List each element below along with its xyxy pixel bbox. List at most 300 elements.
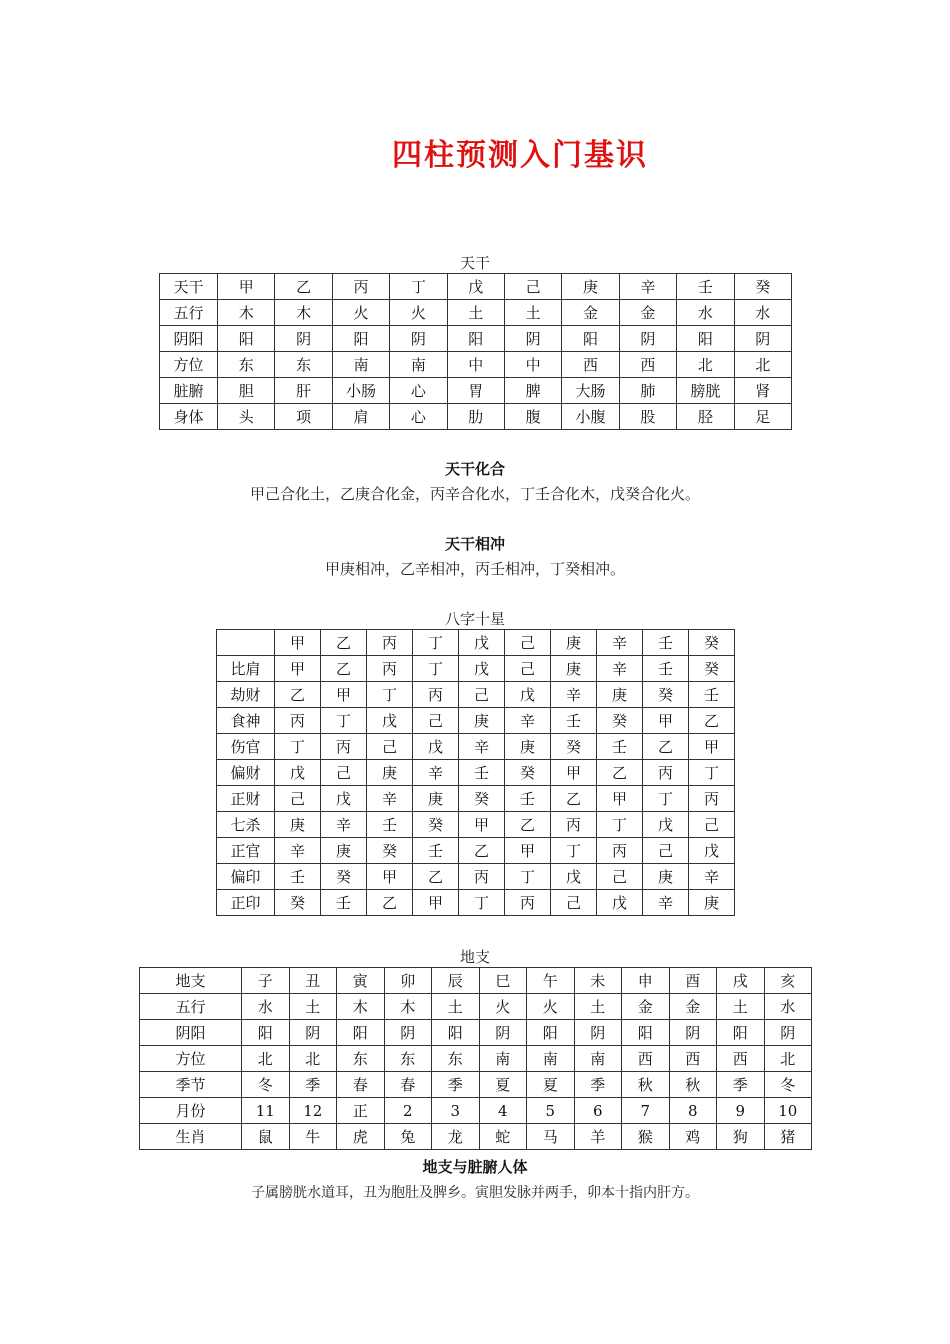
table-cell: 丙 <box>551 812 597 838</box>
table-cell: 肋 <box>447 404 504 430</box>
table-cell: 戊 <box>505 682 551 708</box>
table-cell: 阳 <box>717 1020 765 1046</box>
table-cell: 辰 <box>432 968 480 994</box>
table-cell: 己 <box>643 838 689 864</box>
table-cell: 南 <box>479 1046 527 1072</box>
table-cell: 阳 <box>447 326 504 352</box>
table-cell: 癸 <box>551 734 597 760</box>
table-cell: 阳 <box>562 326 619 352</box>
table-cell: 辛 <box>643 890 689 916</box>
table-cell: 辛 <box>619 274 676 300</box>
table-cell: 项 <box>275 404 332 430</box>
table-cell: 心 <box>390 404 447 430</box>
table-cell: 己 <box>504 274 561 300</box>
table-cell: 秋 <box>622 1072 670 1098</box>
table-cell: 庚 <box>551 656 597 682</box>
table-cell: 南 <box>390 352 447 378</box>
table-cell: 春 <box>337 1072 385 1098</box>
table-cell: 未 <box>574 968 622 994</box>
table-row <box>217 708 735 734</box>
table-cell: 乙 <box>413 864 459 890</box>
table-cell: 丙 <box>367 630 413 656</box>
table-cell: 己 <box>275 786 321 812</box>
row-header-cell: 方位 <box>140 1046 242 1072</box>
table-cell: 阳 <box>432 1020 480 1046</box>
table-cell: 甲 <box>459 812 505 838</box>
table-cell: 丁 <box>275 734 321 760</box>
table-cell: 3 <box>432 1098 480 1124</box>
table-cell: 丁 <box>643 786 689 812</box>
table-cell: 猴 <box>622 1124 670 1150</box>
table-cell: 戊 <box>459 656 505 682</box>
table-cell: 庚 <box>643 864 689 890</box>
table-cell: 正 <box>337 1098 385 1124</box>
table-row <box>217 812 735 838</box>
table-cell: 壬 <box>367 812 413 838</box>
table-cell: 龙 <box>432 1124 480 1150</box>
dizhi-caption: 地支 <box>459 948 490 966</box>
table-cell: 季 <box>289 1072 337 1098</box>
table-cell: 戊 <box>643 812 689 838</box>
table-cell: 土 <box>504 300 561 326</box>
table-cell: 丙 <box>459 864 505 890</box>
table-cell: 木 <box>337 994 385 1020</box>
table-cell: 10 <box>764 1098 812 1124</box>
table-cell: 土 <box>432 994 480 1020</box>
table-cell: 土 <box>447 300 504 326</box>
table-cell: 丙 <box>643 760 689 786</box>
table-cell: 壬 <box>413 838 459 864</box>
table-cell: 丑 <box>289 968 337 994</box>
table-cell: 火 <box>479 994 527 1020</box>
table-cell: 西 <box>622 1046 670 1072</box>
row-header-cell: 季节 <box>140 1072 242 1098</box>
table-cell: 甲 <box>275 656 321 682</box>
table-cell: 阴 <box>289 1020 337 1046</box>
table-cell: 亥 <box>764 968 812 994</box>
table-cell: 辛 <box>597 656 643 682</box>
table-cell: 东 <box>275 352 332 378</box>
table-cell: 土 <box>574 994 622 1020</box>
row-header-cell: 正财 <box>217 786 275 812</box>
table-cell: 壬 <box>643 656 689 682</box>
table-cell: 辛 <box>367 786 413 812</box>
table-cell: 戊 <box>275 760 321 786</box>
table-cell: 羊 <box>574 1124 622 1150</box>
table-cell: 春 <box>384 1072 432 1098</box>
table-cell: 辛 <box>689 864 735 890</box>
table-cell: 2 <box>384 1098 432 1124</box>
table-row <box>217 630 735 656</box>
table-cell: 庚 <box>459 708 505 734</box>
table-cell: 丁 <box>413 656 459 682</box>
table-cell: 己 <box>597 864 643 890</box>
row-header-cell: 劫财 <box>217 682 275 708</box>
table-cell: 中 <box>447 352 504 378</box>
table-cell: 4 <box>479 1098 527 1124</box>
row-header-cell: 方位 <box>160 352 218 378</box>
table-cell: 冬 <box>764 1072 812 1098</box>
table-cell: 酉 <box>669 968 717 994</box>
table-cell: 水 <box>677 300 734 326</box>
table-cell: 季 <box>574 1072 622 1098</box>
table-cell: 辛 <box>459 734 505 760</box>
row-header-cell: 阴阳 <box>160 326 218 352</box>
table-cell: 辛 <box>551 682 597 708</box>
table-cell: 北 <box>764 1046 812 1072</box>
table-cell: 金 <box>562 300 619 326</box>
table-cell: 癸 <box>643 682 689 708</box>
table-cell: 乙 <box>689 708 735 734</box>
table-row <box>140 1020 812 1046</box>
row-header-cell: 地支 <box>140 968 242 994</box>
table-cell: 西 <box>669 1046 717 1072</box>
table-cell: 甲 <box>689 734 735 760</box>
table-cell: 甲 <box>643 708 689 734</box>
table-cell: 癸 <box>734 274 791 300</box>
table-cell: 戊 <box>413 734 459 760</box>
table-cell: 甲 <box>413 890 459 916</box>
table-cell: 己 <box>505 630 551 656</box>
table-cell: 丁 <box>597 812 643 838</box>
table-row <box>217 656 735 682</box>
table-cell: 丁 <box>321 708 367 734</box>
row-header-cell: 食神 <box>217 708 275 734</box>
table-cell: 丙 <box>597 838 643 864</box>
table-cell: 戊 <box>597 890 643 916</box>
table-cell: 水 <box>734 300 791 326</box>
table-cell: 庚 <box>597 682 643 708</box>
table-cell: 庚 <box>275 812 321 838</box>
table-cell: 胫 <box>677 404 734 430</box>
table-cell: 甲 <box>597 786 643 812</box>
table-cell: 阳 <box>622 1020 670 1046</box>
tiangan-caption: 天干 <box>459 254 490 272</box>
table-cell: 甲 <box>275 630 321 656</box>
table-cell: 丁 <box>413 630 459 656</box>
table-cell: 阴 <box>275 326 332 352</box>
table-cell: 头 <box>218 404 275 430</box>
table-cell: 丁 <box>505 864 551 890</box>
table-cell: 甲 <box>321 682 367 708</box>
table-cell: 癸 <box>689 630 735 656</box>
tiangan-table <box>159 273 792 430</box>
table-cell: 丁 <box>689 760 735 786</box>
table-cell: 壬 <box>275 864 321 890</box>
table-row <box>140 994 812 1020</box>
table-cell: 夏 <box>527 1072 575 1098</box>
table-cell: 辛 <box>413 760 459 786</box>
table-cell: 壬 <box>597 734 643 760</box>
table-cell: 阳 <box>332 326 389 352</box>
table-cell: 阴 <box>384 1020 432 1046</box>
table-cell: 东 <box>432 1046 480 1072</box>
row-header-cell: 月份 <box>140 1098 242 1124</box>
table-cell: 乙 <box>643 734 689 760</box>
table-row <box>217 760 735 786</box>
table-cell: 阴 <box>619 326 676 352</box>
table-cell: 秋 <box>669 1072 717 1098</box>
row-header-cell: 五行 <box>160 300 218 326</box>
table-row <box>160 300 792 326</box>
tiangan-xiangchong-text: 甲庚相冲，乙辛相冲，丙壬相冲，丁癸相冲。 <box>324 560 625 578</box>
table-cell: 阴 <box>669 1020 717 1046</box>
table-cell: 水 <box>764 994 812 1020</box>
table-cell: 己 <box>459 682 505 708</box>
table-cell: 庚 <box>505 734 551 760</box>
table-cell: 猪 <box>764 1124 812 1150</box>
table-cell: 西 <box>562 352 619 378</box>
table-cell: 小肠 <box>332 378 389 404</box>
table-cell: 寅 <box>337 968 385 994</box>
table-cell: 癸 <box>275 890 321 916</box>
table-cell: 乙 <box>321 630 367 656</box>
table-cell: 丙 <box>367 656 413 682</box>
table-cell: 肩 <box>332 404 389 430</box>
table-cell: 鸡 <box>669 1124 717 1150</box>
table-cell: 丙 <box>505 890 551 916</box>
table-cell: 阴 <box>734 326 791 352</box>
table-cell: 庚 <box>367 760 413 786</box>
table-cell: 辛 <box>597 630 643 656</box>
table-row <box>217 682 735 708</box>
table-cell: 甲 <box>367 864 413 890</box>
table-cell: 火 <box>390 300 447 326</box>
table-cell: 蛇 <box>479 1124 527 1150</box>
table-cell: 脾 <box>504 378 561 404</box>
table-cell: 辛 <box>321 812 367 838</box>
table-cell: 丁 <box>459 890 505 916</box>
table-cell: 兔 <box>384 1124 432 1150</box>
table-cell: 阴 <box>479 1020 527 1046</box>
table-cell: 西 <box>619 352 676 378</box>
table-row <box>160 274 792 300</box>
table-cell: 巳 <box>479 968 527 994</box>
table-cell: 甲 <box>218 274 275 300</box>
table-cell: 戊 <box>459 630 505 656</box>
table-row <box>140 1072 812 1098</box>
table-row <box>160 326 792 352</box>
table-row <box>217 890 735 916</box>
table-cell: 肝 <box>275 378 332 404</box>
table-cell: 金 <box>669 994 717 1020</box>
table-cell: 阳 <box>677 326 734 352</box>
table-cell: 中 <box>504 352 561 378</box>
table-cell: 庚 <box>562 274 619 300</box>
table-cell: 丁 <box>551 838 597 864</box>
table-cell: 甲 <box>551 760 597 786</box>
table-cell: 癸 <box>505 760 551 786</box>
table-cell: 戊 <box>447 274 504 300</box>
table-cell: 丁 <box>367 682 413 708</box>
table-cell: 马 <box>527 1124 575 1150</box>
table-cell: 乙 <box>459 838 505 864</box>
table-cell: 西 <box>717 1046 765 1072</box>
table-cell: 膀胱 <box>677 378 734 404</box>
table-cell: 胆 <box>218 378 275 404</box>
dizhi-zangfu-text: 子属膀胱水道耳，丑为胞肚及脾乡。寅胆发脉并两手，卯本十指内肝方。 <box>251 1185 699 1201</box>
dizhi-table <box>139 967 812 1150</box>
table-cell: 壬 <box>551 708 597 734</box>
table-cell: 土 <box>717 994 765 1020</box>
table-row <box>160 404 792 430</box>
table-cell: 己 <box>689 812 735 838</box>
table-cell: 乙 <box>597 760 643 786</box>
table-cell: 癸 <box>321 864 367 890</box>
tiangan-hehua-text: 甲己合化土，乙庚合化金，丙辛合化水，丁壬合化木，戊癸合化火。 <box>249 485 700 503</box>
tiangan-hehua-heading: 天干化合 <box>444 460 505 478</box>
table-cell: 夏 <box>479 1072 527 1098</box>
table-cell: 癸 <box>459 786 505 812</box>
row-header-cell: 七杀 <box>217 812 275 838</box>
table-cell: 北 <box>677 352 734 378</box>
table-cell: 壬 <box>677 274 734 300</box>
row-header-cell: 偏印 <box>217 864 275 890</box>
table-cell: 卯 <box>384 968 432 994</box>
table-row <box>217 838 735 864</box>
table-cell: 乙 <box>367 890 413 916</box>
table-cell: 己 <box>505 656 551 682</box>
table-cell: 乙 <box>275 682 321 708</box>
table-cell: 阴 <box>504 326 561 352</box>
table-cell: 戊 <box>551 864 597 890</box>
table-cell: 12 <box>289 1098 337 1124</box>
row-header-cell: 比肩 <box>217 656 275 682</box>
table-cell: 冬 <box>242 1072 290 1098</box>
row-header-cell: 阴阳 <box>140 1020 242 1046</box>
row-header-cell: 身体 <box>160 404 218 430</box>
table-cell: 辛 <box>275 838 321 864</box>
table-cell: 己 <box>367 734 413 760</box>
table-cell: 壬 <box>643 630 689 656</box>
table-cell: 东 <box>218 352 275 378</box>
table-cell: 火 <box>527 994 575 1020</box>
table-cell: 阳 <box>218 326 275 352</box>
table-cell: 南 <box>574 1046 622 1072</box>
table-cell: 水 <box>242 994 290 1020</box>
table-cell: 丁 <box>390 274 447 300</box>
table-cell: 北 <box>242 1046 290 1072</box>
table-cell: 乙 <box>321 656 367 682</box>
table-cell: 癸 <box>689 656 735 682</box>
table-cell: 金 <box>619 300 676 326</box>
table-cell: 戊 <box>689 838 735 864</box>
table-cell: 北 <box>289 1046 337 1072</box>
table-cell: 壬 <box>689 682 735 708</box>
bazi-shixing-caption: 八字十星 <box>444 610 505 628</box>
row-header-cell: 伤官 <box>217 734 275 760</box>
table-cell: 庚 <box>413 786 459 812</box>
table-cell: 癸 <box>597 708 643 734</box>
table-cell: 腹 <box>504 404 561 430</box>
table-cell: 乙 <box>275 274 332 300</box>
table-cell: 9 <box>717 1098 765 1124</box>
tiangan-xiangchong-heading: 天干相冲 <box>444 535 505 553</box>
table-cell: 木 <box>384 994 432 1020</box>
table-cell: 午 <box>527 968 575 994</box>
table-cell: 7 <box>622 1098 670 1124</box>
table-cell: 戊 <box>321 786 367 812</box>
table-cell: 5 <box>527 1098 575 1124</box>
table-row <box>140 1124 812 1150</box>
table-cell: 足 <box>734 404 791 430</box>
table-cell: 小腹 <box>562 404 619 430</box>
table-cell: 心 <box>390 378 447 404</box>
table-cell: 11 <box>242 1098 290 1124</box>
table-cell: 虎 <box>337 1124 385 1150</box>
table-cell: 阳 <box>242 1020 290 1046</box>
table-cell: 子 <box>242 968 290 994</box>
table-row <box>140 1046 812 1072</box>
table-cell: 股 <box>619 404 676 430</box>
table-cell: 庚 <box>321 838 367 864</box>
row-header-cell: 五行 <box>140 994 242 1020</box>
table-row <box>217 864 735 890</box>
table-cell: 庚 <box>689 890 735 916</box>
table-row <box>160 378 792 404</box>
row-header-cell: 脏腑 <box>160 378 218 404</box>
table-cell: 乙 <box>551 786 597 812</box>
table-cell: 肾 <box>734 378 791 404</box>
table-row <box>140 968 812 994</box>
row-header-cell: 偏财 <box>217 760 275 786</box>
table-cell: 南 <box>332 352 389 378</box>
row-header-cell <box>217 630 275 656</box>
table-cell: 狗 <box>717 1124 765 1150</box>
table-cell: 土 <box>289 994 337 1020</box>
table-cell: 癸 <box>413 812 459 838</box>
table-cell: 戌 <box>717 968 765 994</box>
table-cell: 丙 <box>321 734 367 760</box>
table-cell: 东 <box>337 1046 385 1072</box>
table-row <box>160 352 792 378</box>
table-cell: 木 <box>218 300 275 326</box>
table-cell: 大肠 <box>562 378 619 404</box>
table-cell: 戊 <box>367 708 413 734</box>
table-cell: 丙 <box>413 682 459 708</box>
table-cell: 胃 <box>447 378 504 404</box>
table-cell: 8 <box>669 1098 717 1124</box>
table-cell: 癸 <box>367 838 413 864</box>
table-cell: 季 <box>717 1072 765 1098</box>
table-cell: 阴 <box>390 326 447 352</box>
bazi-shixing-table <box>216 629 735 916</box>
dizhi-zangfu-heading: 地支与脏腑人体 <box>422 1158 528 1176</box>
table-row <box>217 734 735 760</box>
row-header-cell: 生肖 <box>140 1124 242 1150</box>
row-header-cell: 正印 <box>217 890 275 916</box>
table-cell: 庚 <box>551 630 597 656</box>
table-cell: 己 <box>321 760 367 786</box>
table-cell: 壬 <box>459 760 505 786</box>
table-cell: 火 <box>332 300 389 326</box>
table-cell: 南 <box>527 1046 575 1072</box>
table-cell: 乙 <box>505 812 551 838</box>
table-cell: 丙 <box>689 786 735 812</box>
table-cell: 木 <box>275 300 332 326</box>
table-cell: 鼠 <box>242 1124 290 1150</box>
table-cell: 东 <box>384 1046 432 1072</box>
row-header-cell: 天干 <box>160 274 218 300</box>
table-cell: 辛 <box>505 708 551 734</box>
table-cell: 丙 <box>332 274 389 300</box>
table-cell: 6 <box>574 1098 622 1124</box>
table-cell: 金 <box>622 994 670 1020</box>
table-cell: 北 <box>734 352 791 378</box>
table-cell: 阴 <box>764 1020 812 1046</box>
row-header-cell: 正官 <box>217 838 275 864</box>
table-cell: 季 <box>432 1072 480 1098</box>
